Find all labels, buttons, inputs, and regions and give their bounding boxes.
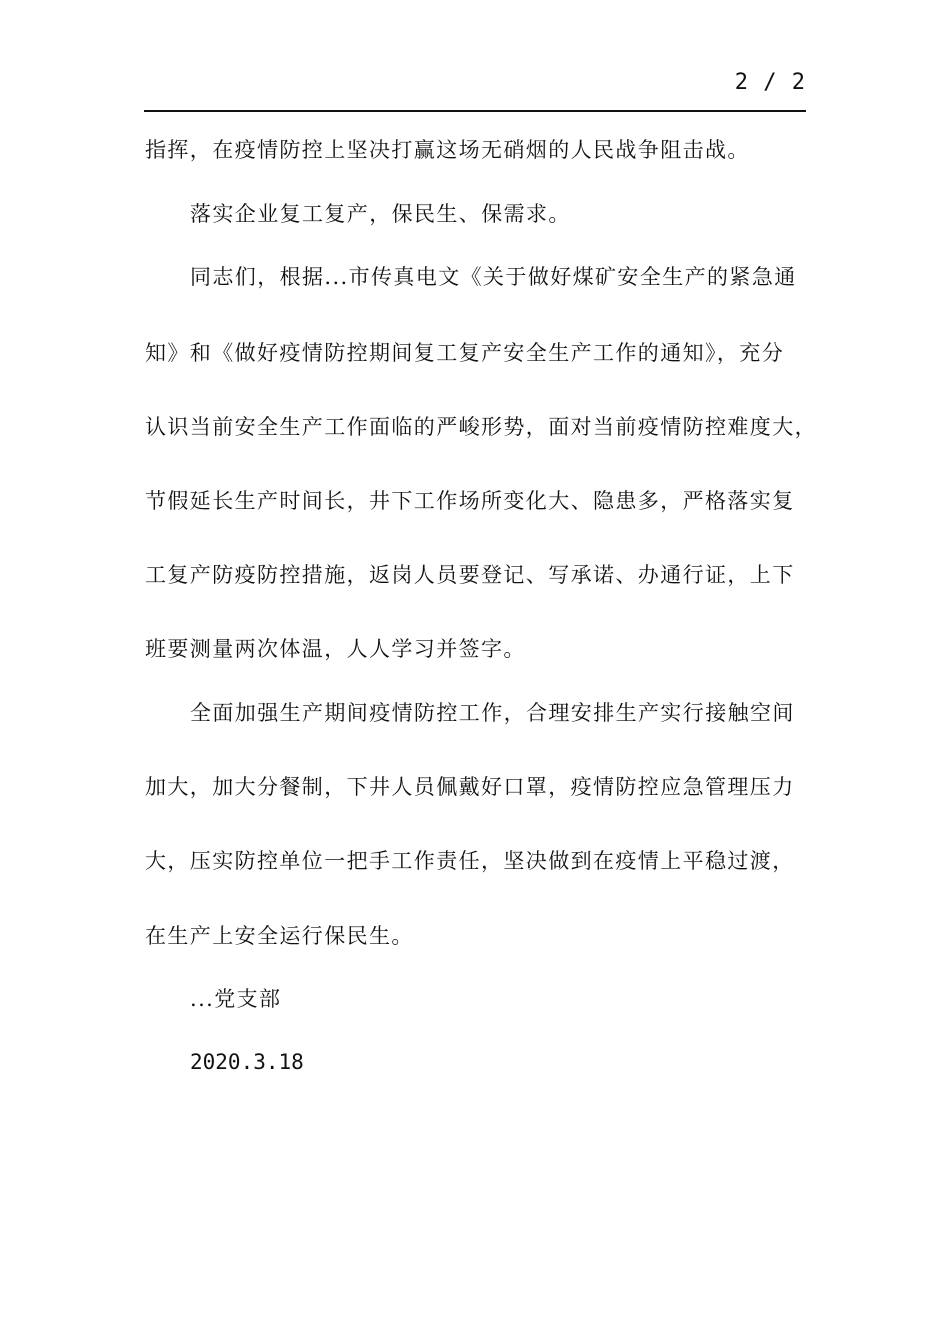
signature: ...党支部 <box>190 987 282 1011</box>
paragraph-3-line-5: 工复产防疫防控措施，返岗人员要登记、写承诺、办通行证，上下 <box>145 563 795 587</box>
header-rule <box>144 110 806 112</box>
paragraph-2-line-1: 落实企业复工复产，保民生、保需求。 <box>190 202 571 226</box>
paragraph-1-line-1: 指挥，在疫情防控上坚决打赢这场无硝烟的人民战争阻击战。 <box>145 138 750 162</box>
paragraph-3-line-4: 节假延长生产时间长，井下工作场所变化大、隐患多，严格落实复 <box>145 489 795 513</box>
paragraph-3-line-1: 同志们，根据...市传真电文《关于做好煤矿安全生产的紧急通 <box>190 265 797 289</box>
paragraph-4-line-2: 加大，加大分餐制，下井人员佩戴好口罩，疫情防控应急管理压力 <box>145 775 795 799</box>
date: 2020.3.18 <box>190 1050 304 1074</box>
paragraph-3-line-2: 知》和《做好疫情防控期间复工复产安全生产工作的通知》，充分 <box>145 341 785 365</box>
page-number: 2 / 2 <box>734 70 806 95</box>
paragraph-4-line-3: 大，压实防控单位一把手工作责任，坚决做到在疫情上平稳过渡， <box>145 849 795 873</box>
paragraph-3-line-3: 认识当前安全生产工作面临的严峻形势，面对当前疫情防控难度大， <box>145 415 817 439</box>
paragraph-4-line-4: 在生产上安全运行保民生。 <box>145 924 414 948</box>
paragraph-3-line-6: 班要测量两次体温，人人学习并签字。 <box>145 637 526 661</box>
paragraph-4-line-1: 全面加强生产期间疫情防控工作，合理安排生产实行接触空间 <box>190 701 795 725</box>
